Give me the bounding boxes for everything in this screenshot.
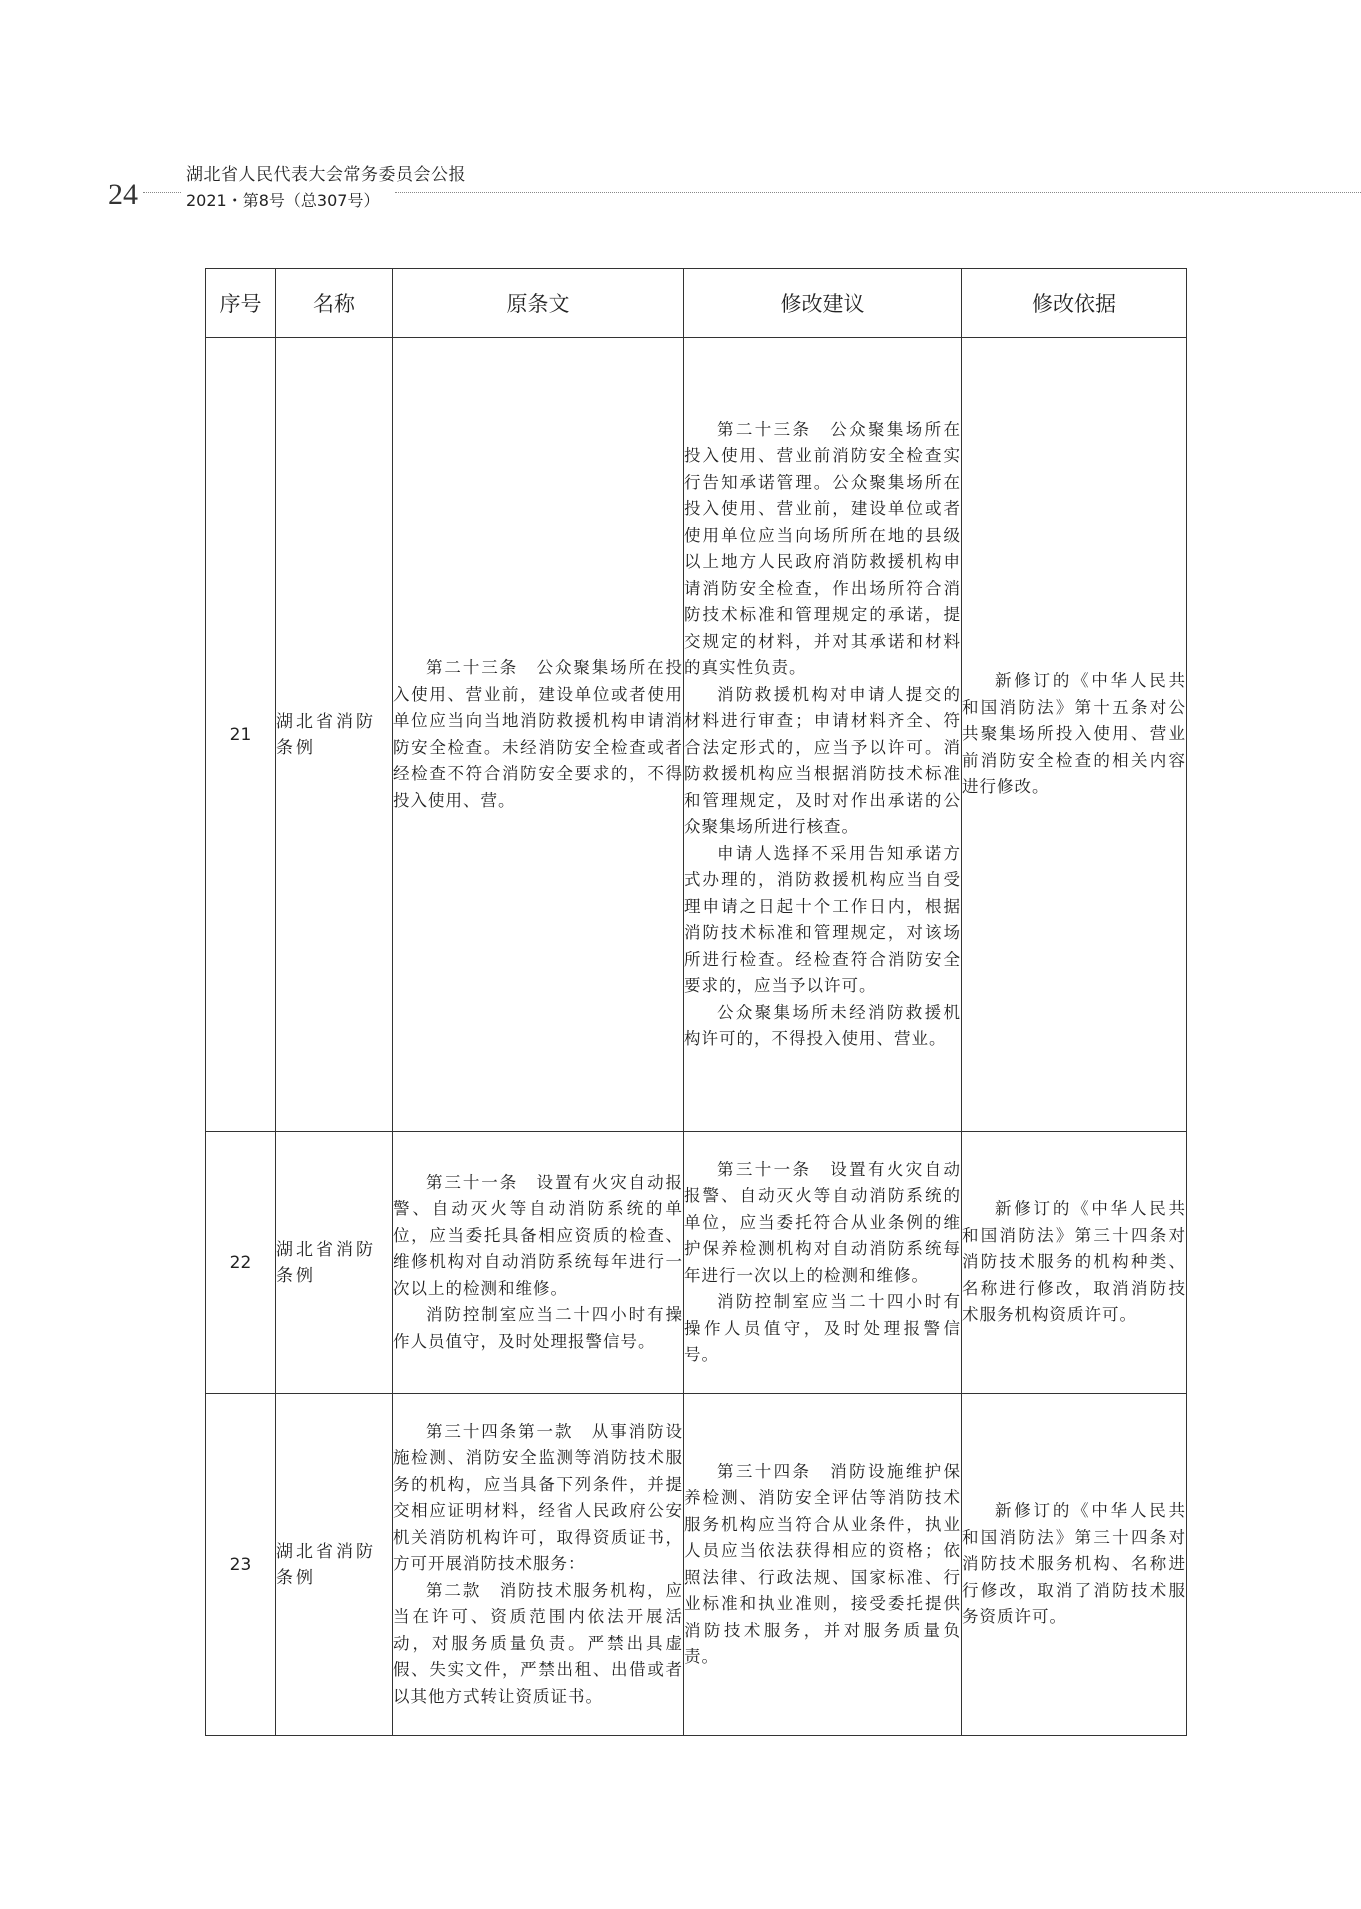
header-name: 名称 <box>276 269 393 338</box>
table-header-row <box>206 269 1187 338</box>
header-proposal: 修改建议 <box>684 269 962 338</box>
paragraph: 申请人选择不采用告知承诺方式办理的，消防救援机构应当自受理申请之日起十个工作日内，根据消防技术标准和管理规定，对该场所进行检查。经检查符合消防安全要求的，应当予以许可。 <box>684 843 961 995</box>
header-basis: 修改依据 <box>962 269 1187 338</box>
paragraph: 新修订的《中华人民共和国消防法》第三十四条对消防技术服务机构、名称进行修改，取消了消防技术服务资质许可。 <box>962 1501 1186 1627</box>
paragraph: 公众聚集场所未经消防救援机构许可的，不得投入使用、营业。 <box>684 1002 961 1048</box>
original-text <box>393 338 684 1132</box>
amendment-table <box>205 268 1187 1736</box>
publication-title: 湖北省人民代表大会常务委员会公报 <box>186 165 466 185</box>
header-original: 原条文 <box>393 269 684 338</box>
paragraph: 第三十一条 设置有火灾自动报警、自动灭火等自动消防系统的单位，应当委托具备相应资质的检查、维修机构对自动消防系统每年进行一次以上的检测和维修。 <box>393 1172 683 1298</box>
regulation-name: 湖北省消防条例 <box>276 1132 393 1394</box>
header-no: 序号 <box>206 269 276 338</box>
table-row <box>206 338 1187 1132</box>
dotted-divider-left <box>143 192 181 193</box>
row-number: 23 <box>206 1394 276 1736</box>
table-row <box>206 1394 1187 1736</box>
regulation-name: 湖北省消防条例 <box>276 1394 393 1736</box>
paragraph: 新修订的《中华人民共和国消防法》第十五条对公共聚集场所投入使用、营业前消防安全检查的相关内容进行修改。 <box>962 671 1186 797</box>
dotted-divider-right <box>395 192 1361 193</box>
paragraph: 消防救援机构对申请人提交的材料进行审查；申请材料齐全、符合法定形式的，应当予以许可。消防救援机构应当根据消防技术标准和管理规定，及时对作出承诺的公众聚集场所进行核查。 <box>684 684 961 836</box>
row-number: 22 <box>206 1132 276 1394</box>
basis-text <box>962 338 1187 1132</box>
paragraph: 第二十三条 公众聚集场所在投入使用、营业前，建设单位或者使用单位应当向当地消防救援机构申请消防安全检查。未经消防安全检查或者经检查不符合消防安全要求的，不得投入使用、营。 <box>393 658 683 810</box>
proposal-text <box>684 1132 962 1394</box>
page-number: 24 <box>108 178 138 211</box>
paragraph: 第三十四条第一款 从事消防设施检测、消防安全监测等消防技术服务的机构，应当具备下列条件，并提交相应证明材料，经省人民政府公安机关消防机构许可，取得资质证书，方可开展消防技术服务： <box>393 1421 683 1574</box>
original-text <box>393 1394 684 1736</box>
original-text <box>393 1132 684 1394</box>
paragraph: 消防控制室应当二十四小时有操作人员值守，及时处理报警信号。 <box>393 1305 683 1351</box>
row-number: 21 <box>206 338 276 1132</box>
paragraph: 第三十四条 消防设施维护保养检测、消防安全评估等消防技术服务机构应当符合从业条件，执业人员应当依法获得相应的资格；依照法律、行政法规、国家标准、行业标准和执业准则，接受委托提供消防技术服务，并对服务质量负责。 <box>684 1461 961 1666</box>
table-row <box>206 1132 1187 1394</box>
paragraph: 消防控制室应当二十四小时有操作人员值守，及时处理报警信号。 <box>684 1292 961 1364</box>
issue-number: 2021・第8号（总307号） <box>186 191 380 210</box>
regulation-name: 湖北省消防条例 <box>276 338 393 1132</box>
basis-text <box>962 1132 1187 1394</box>
proposal-text <box>684 1394 962 1736</box>
paragraph: 第二十三条 公众聚集场所在投入使用、营业前消防安全检查实行告知承诺管理。公众聚集场所在投入使用、营业前，建设单位或者使用单位应当向场所所在地的县级以上地方人民政府消防救援机构申请消防安全检查，作出场所符合消防技术标准和管理规定的承诺，提交规定的材料，并对其承诺和材料的真实性负责。 <box>684 419 961 677</box>
paragraph: 第三十一条 设置有火灾自动报警、自动灭火等自动消防系统的单位，应当委托符合从业条例的维护保养检测机构对自动消防系统每年进行一次以上的检测和维修。 <box>684 1159 961 1285</box>
page-header <box>0 160 1361 220</box>
proposal-text <box>684 338 962 1132</box>
basis-text <box>962 1394 1187 1736</box>
paragraph: 新修订的《中华人民共和国消防法》第三十四条对消防技术服务的机构种类、名称进行修改，取消消防技术服务机构资质许可。 <box>962 1199 1186 1325</box>
paragraph: 第二款 消防技术服务机构，应当在许可、资质范围内依法开展活动，对服务质量负责。严禁出具虚假、失实文件，严禁出租、出借或者以其他方式转让资质证书。 <box>393 1580 683 1706</box>
